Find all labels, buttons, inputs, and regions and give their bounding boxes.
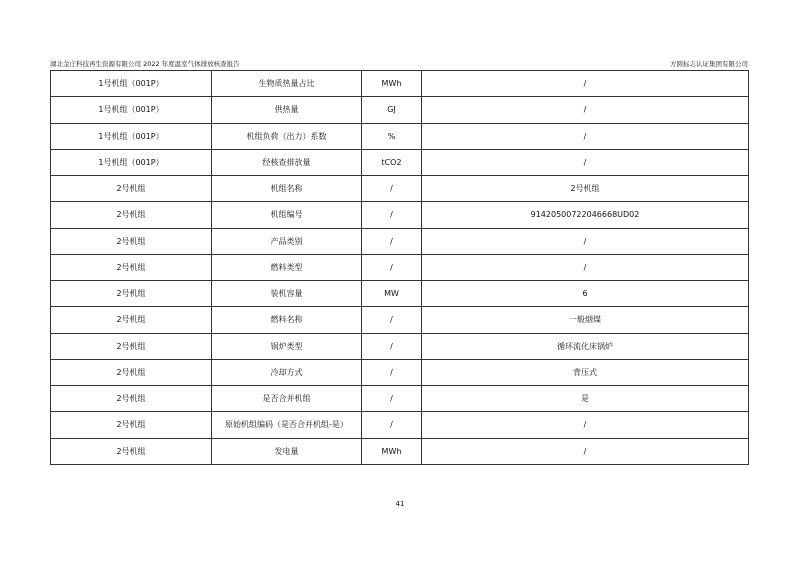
unit-cell: 1号机组（001P）: [51, 97, 212, 123]
table-row: [51, 281, 749, 307]
unit-of-measure-cell: GJ: [362, 97, 422, 123]
table-row: [51, 359, 749, 385]
unit-cell: 1号机组（001P）: [51, 123, 212, 149]
parameter-cell: 锅炉类型: [212, 333, 362, 359]
unit-cell: 1号机组（001P）: [51, 149, 212, 175]
value-cell: 2号机组: [422, 176, 749, 202]
value-cell: /: [422, 97, 749, 123]
value-cell: /: [422, 228, 749, 254]
table-row: [51, 307, 749, 333]
parameter-cell: 冷却方式: [212, 359, 362, 385]
parameter-cell: 原始机组编码（是否合并机组-是）: [212, 412, 362, 438]
value-cell: /: [422, 71, 749, 97]
organization-name: 方圆标志认证集团有限公司: [670, 60, 748, 68]
table-row: [51, 386, 749, 412]
table-row: [51, 438, 749, 464]
unit-cell: 2号机组: [51, 438, 212, 464]
value-cell: 循环流化床锅炉: [422, 333, 749, 359]
table-row: [51, 228, 749, 254]
unit-of-measure-cell: /: [362, 202, 422, 228]
parameter-cell: 装机容量: [212, 281, 362, 307]
table-row: [51, 149, 749, 175]
unit-of-measure-cell: /: [362, 412, 422, 438]
page-number: 41: [395, 500, 405, 508]
table-row: [51, 123, 749, 149]
unit-cell: 2号机组: [51, 202, 212, 228]
value-cell: 背压式: [422, 359, 749, 385]
unit-of-measure-cell: MWh: [362, 71, 422, 97]
value-cell: 6: [422, 281, 749, 307]
parameter-cell: 是否合并机组: [212, 386, 362, 412]
table-row: [51, 202, 749, 228]
parameter-cell: 机组名称: [212, 176, 362, 202]
value-cell: /: [422, 149, 749, 175]
parameter-cell: 产品类别: [212, 228, 362, 254]
parameter-cell: 机组负荷（出力）系数: [212, 123, 362, 149]
unit-of-measure-cell: MW: [362, 281, 422, 307]
table-row: [51, 97, 749, 123]
unit-of-measure-cell: /: [362, 307, 422, 333]
parameter-cell: 发电量: [212, 438, 362, 464]
unit-cell: 2号机组: [51, 281, 212, 307]
value-cell: /: [422, 412, 749, 438]
table-body: [51, 71, 749, 465]
unit-cell: 2号机组: [51, 176, 212, 202]
report-title: 湖北金庄科技再生资源有限公司 2022 年度温室气体排放核查报告: [50, 60, 240, 68]
value-cell: /: [422, 123, 749, 149]
parameter-cell: 生物质热量占比: [212, 71, 362, 97]
value-cell: /: [422, 254, 749, 280]
unit-of-measure-cell: /: [362, 176, 422, 202]
unit-cell: 2号机组: [51, 254, 212, 280]
unit-of-measure-cell: /: [362, 228, 422, 254]
unit-of-measure-cell: %: [362, 123, 422, 149]
parameter-cell: 经核查排放量: [212, 149, 362, 175]
unit-of-measure-cell: tCO2: [362, 149, 422, 175]
value-cell: /: [422, 438, 749, 464]
parameter-cell: 燃料类型: [212, 254, 362, 280]
unit-cell: 2号机组: [51, 359, 212, 385]
table-row: [51, 412, 749, 438]
unit-of-measure-cell: /: [362, 359, 422, 385]
table-row: [51, 333, 749, 359]
unit-cell: 2号机组: [51, 333, 212, 359]
unit-cell: 2号机组: [51, 386, 212, 412]
unit-info-table: [50, 70, 749, 465]
table-row: [51, 176, 749, 202]
unit-cell: 1号机组（001P）: [51, 71, 212, 97]
unit-of-measure-cell: /: [362, 386, 422, 412]
parameter-cell: 燃料名称: [212, 307, 362, 333]
unit-of-measure-cell: MWh: [362, 438, 422, 464]
unit-cell: 2号机组: [51, 228, 212, 254]
unit-of-measure-cell: /: [362, 254, 422, 280]
value-cell: 91420500722046668UD02: [422, 202, 749, 228]
unit-cell: 2号机组: [51, 412, 212, 438]
unit-cell: 2号机组: [51, 307, 212, 333]
parameter-cell: 供热量: [212, 97, 362, 123]
value-cell: 一般烟煤: [422, 307, 749, 333]
unit-of-measure-cell: /: [362, 333, 422, 359]
table-row: [51, 254, 749, 280]
parameter-cell: 机组编号: [212, 202, 362, 228]
table-row: [51, 71, 749, 97]
value-cell: 是: [422, 386, 749, 412]
